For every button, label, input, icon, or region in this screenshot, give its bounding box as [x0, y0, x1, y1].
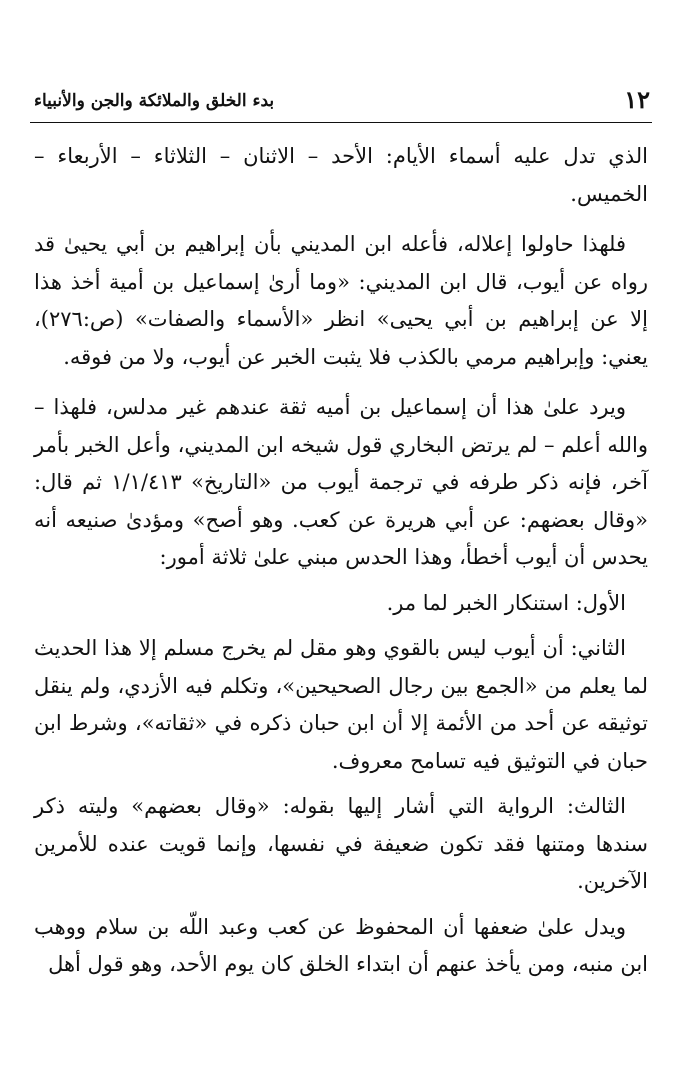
paragraph-3: ويرد علىٰ هذا أن إسماعيل بن أميه ثقة عندهم غير مدلس، فلهذا – والله أعلم – لم يرتض البخاري قول شيخه ابن المديني، وأعل الخبر بأمر آخر، فإنه ذكر طرفه في ترجمة أيوب من «التاريخ» ١/١/٤١٣ ثم قال: «وقال بعضهم: عن أبي هريرة عن كعب. وهو أصح» ومؤدىٰ صنيعه أنه يحدس أن أيوب أخطأ، وهذا الحدس مبني علىٰ ثلاثة أمور: [34, 395, 648, 569]
paragraph-7: ويدل علىٰ ضعفها أن المحفوظ عن كعب وعبد اللّه بن سلام ووهب ابن منبه، ومن يأخذ عنهم أن ابتداء الخلق كان يوم الأحد، وهو قول أهل [34, 914, 648, 976]
body-text [34, 138, 648, 984]
header-rule [30, 122, 652, 123]
page-header [34, 82, 650, 112]
running-title: بدء الخلق والملائكة والجن والأنبياء [34, 91, 275, 111]
paragraph-2: فلهذا حاولوا إعلاله، فأعله ابن المديني بأن إبراهيم بن أبي يحيىٰ قد رواه عن أيوب، قال ابن المديني: «وما أرىٰ إسماعيل بن أمية أخذ هذا إلا عن إبراهيم بن أبي يحيى» انظر «الأسماء والصفات» (ص:٢٧٦)، يعني: وإبراهيم مرمي بالكذب فلا يثبت الخبر عن أيوب، ولا من فوقه. [34, 232, 648, 369]
paragraph-6: الثالث: الرواية التي أشار إليها بقوله: «وقال بعضهم» وليته ذكر سندها ومتنها فقد تكون ضعيفة في نفسها، وإنما قويت عنده للأمرين الآخرين. [34, 794, 648, 893]
paragraph-4: الأول: استنكار الخبر لما مر. [386, 590, 626, 615]
paragraph-5: الثاني: أن أيوب ليس بالقوي وهو مقل لم يخرج مسلم إلا هذا الحديث لما يعلم من «الجمع بين رجال الصحيحين»، وتكلم فيه الأزدي، ولم ينقل توثيقه عن أحد من الأئمة إلا أن ابن حبان ذكره في «ثقاته»، وشرط ابن حبان في التوثيق فيه تسامح معروف. [34, 636, 648, 773]
page-number: ١٢ [624, 85, 650, 114]
paragraph-1: الذي تدل عليه أسماء الأيام: الأحد – الاثنان – الثلاثاء – الأربعاء – الخميس. [34, 144, 648, 206]
